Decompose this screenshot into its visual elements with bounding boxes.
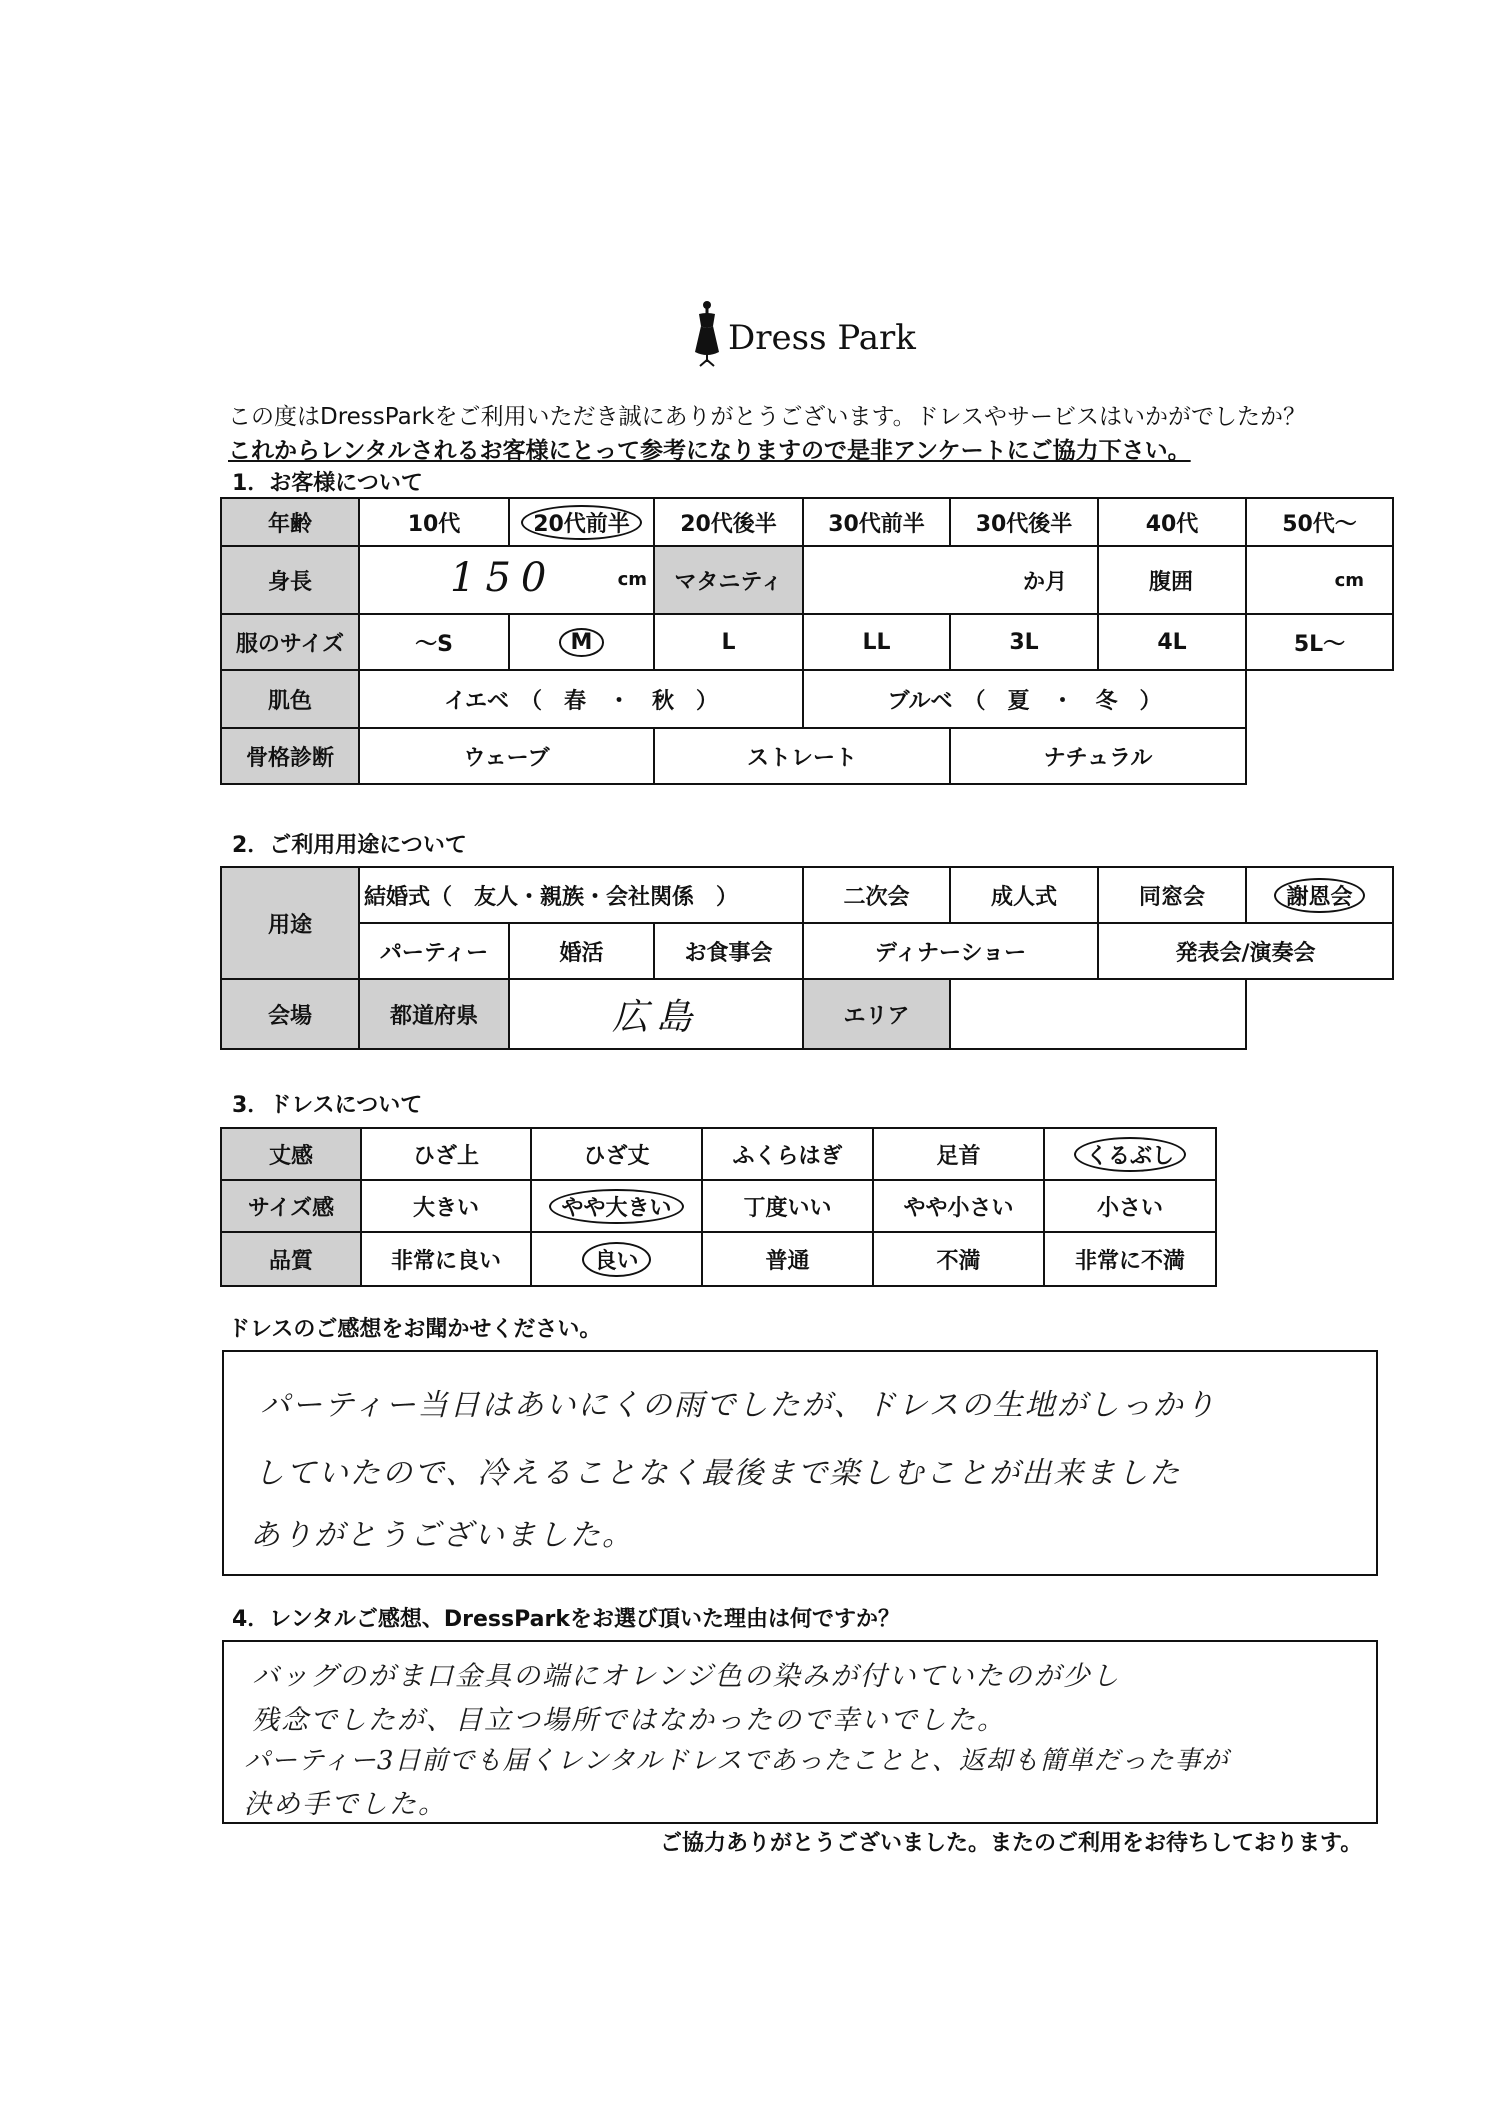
impressions-line: ありがとうございました。	[250, 1518, 634, 1553]
age-option[interactable]: 50代～	[1246, 498, 1393, 546]
maternity-label: マタニティ	[654, 546, 803, 614]
impressions-line: していたので、冷えることなく最後まで楽しむことが出来ました	[254, 1456, 1182, 1491]
purpose-label: 用途	[221, 867, 359, 979]
length-option[interactable]: ふくらはぎ	[702, 1128, 873, 1180]
reason-textarea[interactable]	[222, 1640, 1378, 1824]
impressions-line: パーティー当日はあいにくの雨でしたが、ドレスの生地がしっかり	[260, 1388, 1217, 1423]
skin-label: 肌色	[221, 670, 359, 728]
section-3-title: 3．ドレスについて	[232, 1093, 423, 1118]
quality-option[interactable]: 普通	[702, 1232, 873, 1286]
selection-circle: 謝恩会	[1274, 878, 1364, 913]
frame-option[interactable]: ウェーブ	[359, 728, 654, 784]
closing-message: ご協力ありがとうございました。またのご利用をお待ちしております。	[660, 1831, 1363, 1856]
age-option[interactable]: 30代前半	[803, 498, 950, 546]
usage-table	[220, 866, 1394, 1050]
reason-line: バッグのがま口金具の端にオレンジ色の染みが付いていたのが少し	[252, 1661, 1121, 1692]
size-option-selected[interactable]	[509, 614, 654, 670]
section-1-title: 1．お客様について	[232, 471, 423, 496]
fit-option[interactable]: やや小さい	[873, 1180, 1044, 1232]
quality-option[interactable]: 非常に良い	[361, 1232, 531, 1286]
fit-option[interactable]: 小さい	[1044, 1180, 1216, 1232]
length-option[interactable]: 足首	[873, 1128, 1044, 1180]
size-option[interactable]: L	[654, 614, 803, 670]
intro-line-2: これからレンタルされるお客様にとって参考になりますので是非アンケートにご協力下さい。	[228, 438, 1191, 464]
skin-yellow-option[interactable]: イエベ （ 春 ・ 秋 ）	[359, 670, 803, 728]
quality-option[interactable]: 不満	[873, 1232, 1044, 1286]
age-label: 年齢	[221, 498, 359, 546]
quality-label: 品質	[221, 1232, 361, 1286]
size-option[interactable]: ～S	[359, 614, 509, 670]
height-field[interactable]	[359, 546, 654, 614]
frame-label: 骨格診断	[221, 728, 359, 784]
age-option-selected[interactable]	[509, 498, 654, 546]
waist-unit[interactable]: cm	[1246, 546, 1393, 614]
selection-circle: M	[559, 628, 605, 657]
size-option[interactable]: 5L～	[1246, 614, 1393, 670]
customer-table	[220, 497, 1394, 785]
area-field[interactable]	[950, 979, 1246, 1049]
age-option[interactable]: 30代後半	[950, 498, 1098, 546]
reason-line: パーティー3日前でも届くレンタルドレスであったことと、返却も簡単だった事が	[244, 1746, 1229, 1776]
length-label: 丈感	[221, 1128, 361, 1180]
dress-table	[220, 1127, 1217, 1287]
fit-option[interactable]: 丁度いい	[702, 1180, 873, 1232]
purpose-option[interactable]: 二次会	[803, 867, 950, 923]
prefecture-label: 都道府県	[359, 979, 509, 1049]
quality-option[interactable]: 非常に不満	[1044, 1232, 1216, 1286]
purpose-option[interactable]: 同窓会	[1098, 867, 1246, 923]
fit-label: サイズ感	[221, 1180, 361, 1232]
height-unit: cm	[617, 569, 647, 590]
selection-circle: くるぶし	[1074, 1137, 1186, 1172]
size-option[interactable]: 3L	[950, 614, 1098, 670]
reason-line: 残念でしたが、目立つ場所ではなかったので幸いでした。	[252, 1705, 1006, 1736]
dress-form-icon	[692, 300, 722, 370]
purpose-option[interactable]: 婚活	[509, 923, 654, 979]
purpose-option[interactable]: お食事会	[654, 923, 803, 979]
fit-option-selected[interactable]	[531, 1180, 702, 1232]
selection-circle: 良い	[582, 1242, 650, 1277]
section-2-title: 2．ご利用用途について	[232, 833, 467, 858]
purpose-option[interactable]: 発表会/演奏会	[1098, 923, 1393, 979]
impressions-title: ドレスのご感想をお聞かせください。	[228, 1317, 602, 1342]
skin-blue-option[interactable]: ブルベ （ 夏 ・ 冬 ）	[803, 670, 1246, 728]
area-label: エリア	[803, 979, 950, 1049]
frame-option[interactable]: ナチュラル	[950, 728, 1246, 784]
section-4-title: 4．レンタルご感想、DressParkをお選び頂いた理由は何ですか？	[232, 1607, 900, 1632]
venue-label: 会場	[221, 979, 359, 1049]
reason-line: 決め手でした。	[244, 1789, 447, 1820]
purpose-option[interactable]: 成人式	[950, 867, 1098, 923]
size-label: 服のサイズ	[221, 614, 359, 670]
age-option[interactable]: 10代	[359, 498, 509, 546]
selection-circle: 20代前半	[521, 505, 642, 540]
logo-text: Dress Park	[728, 318, 916, 358]
quality-option-selected[interactable]	[531, 1232, 702, 1286]
age-option[interactable]: 20代後半	[654, 498, 803, 546]
age-option[interactable]: 40代	[1098, 498, 1246, 546]
purpose-option[interactable]: 結婚式（ 友人・親族・会社関係 ）	[359, 867, 803, 923]
prefecture-value: 広島	[611, 996, 700, 1038]
height-value: 150	[450, 555, 557, 601]
purpose-option-selected[interactable]	[1246, 867, 1393, 923]
size-option[interactable]: LL	[803, 614, 950, 670]
size-option[interactable]: 4L	[1098, 614, 1246, 670]
height-label: 身長	[221, 546, 359, 614]
impressions-textarea[interactable]	[222, 1350, 1378, 1576]
maternity-months[interactable]: か月	[803, 546, 1098, 614]
prefecture-field[interactable]	[509, 979, 803, 1049]
purpose-option[interactable]: パーティー	[359, 923, 509, 979]
purpose-option[interactable]: ディナーショー	[803, 923, 1098, 979]
fit-option[interactable]: 大きい	[361, 1180, 531, 1232]
selection-circle: やや大きい	[549, 1189, 683, 1224]
frame-option[interactable]: ストレート	[654, 728, 950, 784]
waist-label: 腹囲	[1098, 546, 1246, 614]
intro-line-1: この度はDressParkをご利用いただき誠にありがとうございます。ドレスやサービスはいかがでしたか？	[228, 404, 1306, 430]
length-option-selected[interactable]	[1044, 1128, 1216, 1180]
length-option[interactable]: ひざ上	[361, 1128, 531, 1180]
length-option[interactable]: ひざ丈	[531, 1128, 702, 1180]
